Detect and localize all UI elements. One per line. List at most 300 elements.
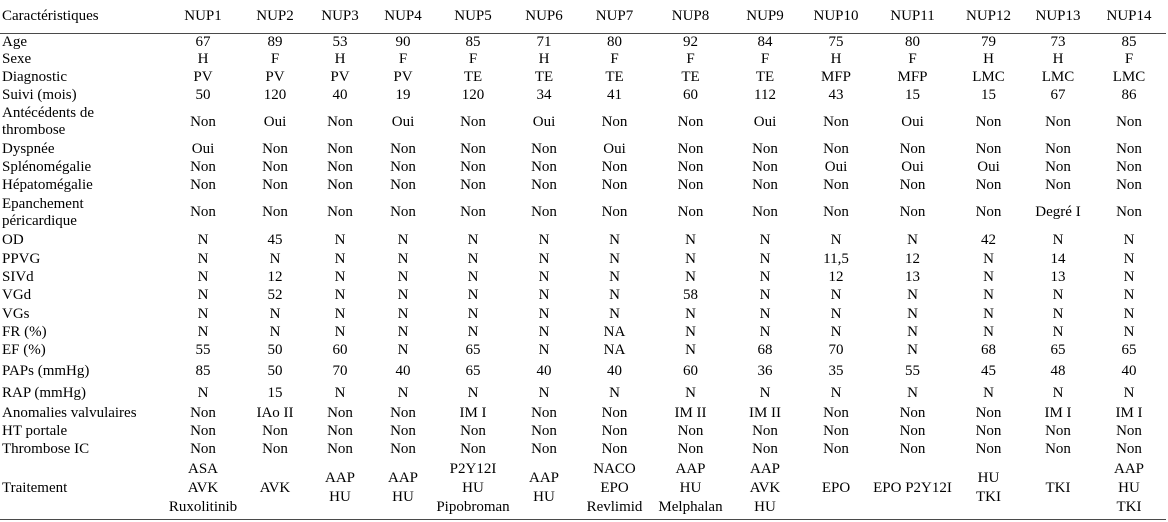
treatment-line: HU	[977, 470, 1000, 487]
table-cell: F	[468, 51, 478, 67]
table-cell: 43	[828, 86, 844, 103]
table-cell: LMC	[1112, 68, 1146, 85]
table-row	[0, 86, 1166, 104]
table-cell: 65	[1050, 342, 1066, 358]
table-cell: Non	[390, 440, 416, 457]
table-row	[0, 268, 1166, 286]
table-cell: 60	[332, 342, 348, 358]
table-cell: Non	[899, 204, 926, 220]
table-cell: Non	[899, 404, 926, 421]
treatment-line: AAP	[1113, 460, 1144, 477]
table-cell: Non	[1045, 158, 1071, 175]
treatment-line: HU	[462, 479, 484, 496]
table-cell: N	[759, 250, 771, 267]
table-cell	[166, 458, 240, 519]
table-row	[0, 360, 1166, 383]
table-cell	[240, 458, 310, 519]
table-cell: Non	[1045, 422, 1071, 439]
table-cell: N	[467, 287, 479, 303]
table-cell: Non	[390, 158, 416, 175]
table-cell: Oui	[753, 113, 777, 130]
table-cell: N	[1123, 323, 1135, 340]
table-cell: Non	[677, 176, 704, 193]
table-cell: Non	[677, 113, 704, 130]
table-cell: N	[197, 385, 209, 401]
table-cell: 85	[195, 363, 211, 379]
table-cell: N	[1052, 305, 1064, 322]
table-cell: F	[760, 51, 770, 67]
row-label: SIVd	[2, 268, 34, 285]
table-cell: N	[538, 287, 550, 303]
treatment-line: HU	[533, 489, 555, 506]
table-cell: Non	[752, 176, 778, 193]
treatment-line: EPO	[821, 479, 851, 496]
table-cell: N	[197, 232, 209, 248]
table-cell: 73	[1050, 33, 1066, 50]
table-row	[0, 250, 1166, 268]
table-cell: N	[609, 268, 620, 285]
table-cell: N	[197, 250, 209, 267]
table-cell: 85	[465, 33, 481, 50]
table-cell: N	[538, 323, 550, 340]
header-patient: NUP8	[651, 0, 730, 33]
treatment-line: HU	[329, 489, 351, 506]
table-cell: 86	[1121, 86, 1137, 103]
row-label: Dyspnée	[2, 140, 55, 157]
table-cell: Non	[262, 176, 288, 193]
table-cell: Oui	[977, 158, 1000, 175]
table-cell: 65	[465, 363, 481, 379]
table-cell: Non	[460, 140, 486, 157]
table-row	[0, 140, 1166, 158]
table-cell: N	[397, 385, 409, 401]
header-characteristics: Caractéristiques	[0, 0, 166, 33]
table-cell: N	[685, 323, 696, 340]
table-cell: Non	[677, 204, 704, 220]
table-cell: 92	[683, 33, 698, 50]
header-patient: NUP14	[1092, 0, 1166, 33]
table-cell: IM II	[748, 404, 782, 421]
table-row	[0, 286, 1166, 305]
table-cell: H	[538, 51, 550, 67]
table-cell: 13	[905, 268, 920, 285]
table-cell: N	[1123, 385, 1135, 401]
table-cell: Non	[327, 404, 353, 421]
treatment-line: AVK	[749, 479, 781, 496]
table-cell: N	[685, 232, 696, 248]
table-cell: Oui	[191, 140, 215, 157]
treatment-line: Ruxolitinib	[168, 498, 238, 515]
treatment-line: AAP	[675, 460, 706, 477]
table-cell: H	[197, 51, 209, 67]
table-cell: Non	[601, 158, 628, 175]
table-cell: 75	[828, 33, 844, 50]
table-cell: Oui	[901, 158, 924, 175]
treatment-line: TKI	[1116, 498, 1142, 515]
table-cell: N	[397, 250, 409, 267]
table-cell: N	[983, 385, 994, 401]
table-cell: 50	[195, 86, 211, 103]
table-cell: Non	[531, 204, 557, 220]
table-cell: N	[609, 305, 620, 322]
table-cell: Non	[823, 422, 849, 439]
table-cell: Non	[190, 404, 216, 421]
table-cell: N	[334, 268, 346, 285]
table-cell: 34	[536, 86, 552, 103]
table-cell: N	[334, 287, 346, 303]
table-row	[0, 458, 1166, 519]
table-cell: F	[1124, 51, 1134, 67]
table-cell: N	[830, 305, 842, 322]
table-cell: 70	[332, 363, 348, 379]
table-cell: Non	[531, 404, 557, 421]
table-cell: 36	[757, 363, 773, 379]
table-cell: N	[269, 323, 281, 340]
table-cell	[872, 458, 953, 519]
table-cell: 12	[905, 250, 920, 267]
table-cell: N	[830, 232, 842, 248]
row-label: Age	[2, 33, 27, 50]
table-cell: N	[907, 385, 918, 401]
table-cell: 12	[828, 268, 844, 285]
treatment-line: HU	[1118, 479, 1140, 496]
table-cell: Non	[1045, 440, 1071, 457]
table-cell: 90	[395, 33, 411, 50]
row-label: Anomalies valvulaires	[2, 404, 137, 421]
table-cell: TE	[681, 68, 700, 85]
table-cell: Non	[823, 140, 849, 157]
table-row	[0, 51, 1166, 68]
table-cell: Non	[390, 404, 416, 421]
table-cell: Non	[752, 140, 778, 157]
treatment-line: AVK	[187, 479, 219, 496]
table-row	[0, 158, 1166, 176]
row-label: Hépatomégalie	[2, 176, 93, 193]
table-row	[0, 231, 1166, 250]
table-cell: N	[467, 323, 479, 340]
table-cell: N	[907, 342, 918, 358]
table-cell: IAo II	[256, 404, 294, 421]
table-cell: Non	[190, 440, 216, 457]
table-cell: Oui	[391, 113, 415, 130]
table-cell: N	[197, 268, 209, 285]
table-cell: N	[907, 323, 918, 340]
table-cell: Non	[262, 140, 288, 157]
table-cell: N	[1052, 287, 1064, 303]
table-cell: Non	[752, 440, 778, 457]
table-row	[0, 305, 1166, 323]
table-cell: N	[467, 232, 479, 248]
table-cell: Non	[601, 440, 628, 457]
table-cell: H	[334, 51, 346, 67]
table-cell: TE	[463, 68, 483, 85]
table-cell: 50	[267, 363, 283, 379]
table-cell: TE	[605, 68, 624, 85]
table-cell: Non	[327, 158, 353, 175]
header-patient: NUP5	[436, 0, 510, 33]
table-cell: N	[538, 305, 550, 322]
table-cell: Non	[823, 113, 849, 130]
table-cell: N	[397, 232, 409, 248]
table-cell: 120	[461, 86, 485, 103]
table-cell: Non	[460, 204, 486, 220]
table-cell: Non	[823, 204, 849, 220]
table-cell: N	[983, 305, 994, 322]
table-cell: Non	[823, 176, 849, 193]
table-cell: Non	[390, 204, 416, 220]
table-cell: Non	[531, 440, 557, 457]
table-cell: Non	[823, 440, 849, 457]
table-cell: Non	[262, 440, 288, 457]
table-cell: Non	[390, 422, 416, 439]
table-cell: 80	[905, 33, 920, 50]
table-cell: F	[398, 51, 408, 67]
table-cell: 71	[536, 33, 552, 50]
table-cell: TE	[755, 68, 775, 85]
table-cell: N	[397, 268, 409, 285]
table-cell: Non	[601, 176, 628, 193]
table-cell: N	[269, 305, 281, 322]
table-cell: IM I	[1115, 404, 1143, 421]
table-cell: PV	[330, 68, 350, 85]
table-cell: N	[467, 268, 479, 285]
row-label: Suivi (mois)	[2, 86, 77, 103]
table-cell: N	[830, 323, 842, 340]
table-cell: Non	[190, 204, 216, 220]
table-cell: Non	[262, 422, 288, 439]
table-cell: Non	[1116, 440, 1142, 457]
table-cell: Non	[390, 140, 416, 157]
treatment-line: EPO P2Y12I	[873, 479, 952, 496]
table-cell: 53	[332, 33, 348, 50]
table-cell: F	[270, 51, 280, 67]
table-cell: N	[467, 250, 479, 267]
table-cell: IM I	[1044, 404, 1072, 421]
row-label: Thrombose IC	[2, 440, 90, 457]
table-cell: 15	[981, 86, 996, 103]
table-cell: N	[983, 287, 994, 303]
header-patient: NUP6	[510, 0, 578, 33]
table-cell: NA	[603, 323, 626, 340]
table-row	[0, 68, 1166, 86]
table-row	[0, 422, 1166, 440]
table-cell: N	[334, 385, 346, 401]
table-cell: Non	[677, 140, 704, 157]
treatment-line: Melphalan	[658, 498, 723, 515]
table-cell: N	[759, 323, 771, 340]
table-cell: N	[830, 287, 842, 303]
table-cell	[310, 458, 370, 519]
table-cell: 58	[683, 287, 698, 303]
table-cell: Non	[975, 204, 1002, 220]
table-cell: Oui	[532, 113, 556, 130]
table-cell: 15	[905, 86, 920, 103]
table-cell: Non	[899, 176, 926, 193]
table-cell: N	[685, 250, 696, 267]
table-cell: N	[334, 323, 346, 340]
header-patient: NUP13	[1024, 0, 1092, 33]
table-cell: 11,5	[823, 250, 849, 267]
table-cell: 60	[683, 86, 698, 103]
table-cell: N	[538, 342, 550, 358]
table-cell: Non	[460, 440, 486, 457]
table-row	[0, 323, 1166, 341]
table-cell: Non	[1045, 140, 1071, 157]
table-cell: PV	[193, 68, 213, 85]
table-cell: H	[830, 51, 842, 67]
table-cell: N	[1052, 232, 1064, 248]
row-label: RAP (mmHg)	[2, 385, 87, 401]
table-cell: Non	[601, 404, 628, 421]
table-cell: N	[609, 232, 620, 248]
table-cell: 67	[195, 33, 211, 50]
table-cell: MFP	[897, 68, 928, 85]
table-cell: NA	[603, 342, 626, 358]
header-patient: NUP3	[310, 0, 370, 33]
table-cell: Non	[1116, 113, 1142, 130]
table-cell	[510, 458, 578, 519]
table-cell	[953, 458, 1024, 519]
table-cell: 67	[1050, 86, 1066, 103]
table-cell	[578, 458, 651, 519]
table-cell: N	[197, 287, 209, 303]
table-cell: Non	[752, 158, 778, 175]
table-cell: N	[1123, 250, 1135, 267]
table-cell: H	[1052, 51, 1064, 67]
header-row	[0, 0, 1166, 33]
table-cell: Non	[327, 140, 353, 157]
table-cell: N	[334, 305, 346, 322]
header-patient: NUP10	[800, 0, 872, 33]
table-cell: IM I	[459, 404, 487, 421]
table-cell: N	[397, 287, 409, 303]
table-row	[0, 194, 1166, 231]
row-label: PAPs (mmHg)	[2, 363, 90, 379]
table-cell: 40	[607, 363, 622, 379]
table-cell: N	[759, 268, 771, 285]
header-patient: NUP9	[730, 0, 800, 33]
table-cell: 65	[1121, 342, 1137, 358]
table-cell: Non	[390, 176, 416, 193]
table-cell: N	[759, 385, 771, 401]
header-patient: NUP4	[370, 0, 436, 33]
table-cell: 89	[267, 33, 283, 50]
table-cell: Non	[531, 140, 557, 157]
table-cell: 40	[395, 363, 411, 379]
table-cell: 48	[1050, 363, 1066, 379]
treatment-line: EPO	[600, 479, 629, 496]
table-cell: Non	[899, 422, 926, 439]
table-cell: Non	[677, 440, 704, 457]
table-cell: Oui	[901, 113, 924, 130]
table-cell: 112	[754, 86, 776, 103]
header-patient: NUP1	[166, 0, 240, 33]
table-cell: N	[197, 305, 209, 322]
table-cell: N	[609, 250, 620, 267]
table-cell: 50	[267, 342, 283, 358]
table-cell: N	[1123, 287, 1135, 303]
table-cell: 52	[267, 287, 283, 303]
table-cell: 40	[1121, 363, 1137, 379]
table-cell	[730, 458, 800, 519]
header-patient: NUP11	[872, 0, 953, 33]
table-cell: N	[830, 385, 842, 401]
table-cell: Non	[460, 158, 486, 175]
table-cell	[1092, 458, 1166, 519]
table-cell: Non	[327, 440, 353, 457]
table-cell: Non	[460, 113, 486, 130]
table-cell: Non	[327, 113, 353, 130]
table-cell: Non	[752, 422, 778, 439]
table-cell: Non	[460, 422, 486, 439]
table-cell: Non	[975, 176, 1002, 193]
table-cell	[651, 458, 730, 519]
table-header	[0, 0, 1166, 33]
treatment-line: AAP	[528, 470, 559, 487]
row-label: Antécédents de thrombose	[2, 105, 95, 138]
table-cell: Non	[327, 422, 353, 439]
table-cell: N	[685, 305, 696, 322]
table-cell: Non	[531, 176, 557, 193]
table-cell: Non	[1116, 176, 1142, 193]
table-cell: Non	[975, 140, 1002, 157]
table-cell: Non	[531, 158, 557, 175]
table-cell: 40	[536, 363, 552, 379]
table-cell: Non	[190, 113, 216, 130]
table-cell: Non	[677, 422, 704, 439]
table-cell: N	[907, 287, 918, 303]
treatment-line: AAP	[324, 470, 355, 487]
treatment-line: HU	[754, 498, 776, 515]
table-cell: Oui	[263, 113, 287, 130]
table-cell: 79	[981, 33, 996, 50]
row-label: Epanchement péricardique	[2, 195, 84, 229]
table-cell: Non	[190, 176, 216, 193]
row-label: PPVG	[2, 250, 41, 267]
table-cell: F	[908, 51, 917, 67]
row-label: FR (%)	[2, 323, 47, 340]
table-cell: F	[686, 51, 695, 67]
table-row	[0, 33, 1166, 51]
table-cell: 12	[267, 268, 283, 285]
table-cell: Non	[1045, 176, 1071, 193]
table-cell: N	[685, 385, 696, 401]
table-cell: LMC	[972, 68, 1005, 85]
treatment-line: P2Y12I	[449, 460, 497, 477]
table-cell: Non	[975, 113, 1002, 130]
table-cell: 65	[465, 342, 481, 358]
table-cell: Non	[823, 404, 849, 421]
table-cell	[370, 458, 436, 519]
treatment-line: AVK	[259, 479, 291, 496]
table-cell: Non	[975, 422, 1002, 439]
table-cell: 40	[332, 86, 348, 103]
table-cell	[436, 458, 510, 519]
table-cell: 85	[1121, 33, 1137, 50]
table-cell: Non	[190, 422, 216, 439]
table-cell: Non	[327, 176, 353, 193]
table-cell: Non	[1045, 113, 1071, 130]
treatment-line: TKI	[976, 489, 1001, 506]
table-cell: N	[609, 385, 620, 401]
table-cell: Non	[752, 204, 778, 220]
table-cell: N	[467, 305, 479, 322]
table-cell: N	[685, 342, 696, 358]
row-label: EF (%)	[2, 342, 46, 358]
table-cell: 15	[267, 385, 283, 401]
table-cell: N	[538, 385, 550, 401]
table-cell: 45	[981, 363, 996, 379]
